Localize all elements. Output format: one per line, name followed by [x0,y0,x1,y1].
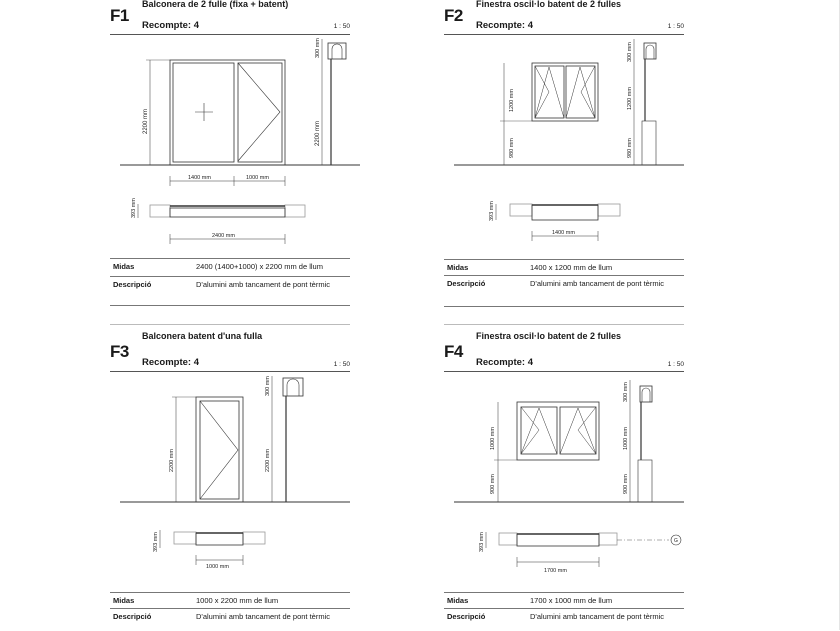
card-scale: 1 : 50 [667,361,684,368]
midas-value: 1000 x 2200 mm de llum [196,596,279,605]
card-count: Recompte: 4 [142,20,200,31]
plan-wall [510,204,532,216]
window-drawing [444,34,694,254]
midas-row [444,259,684,275]
midas-label: Midas [447,263,469,272]
height-label: 2200 mm [169,449,175,472]
card-id: F3 [110,342,129,361]
plan-window [196,533,243,545]
descripcio-row [110,276,350,307]
side-top-label: 300 mm [627,42,633,62]
card-scale: 1 : 50 [333,361,350,368]
plan-width-label: 1000 mm [206,564,229,570]
card-scale: 1 : 50 [333,23,350,30]
dim-width-1: 1400 mm [188,175,211,181]
window-drawing [110,34,360,254]
side-height-label: 2200 mm [315,120,321,146]
card-id: F2 [444,6,463,25]
side-height-label: 2200 mm [265,449,271,472]
plan-wall [499,533,517,545]
door-leaf [200,401,239,499]
descripcio-row [110,608,350,631]
opening-mark [238,63,280,161]
plan-depth-label: 393 mm [489,201,495,221]
side-sill-label: 980 mm [627,138,633,158]
midas-value: 1400 x 1200 mm de llum [530,263,613,272]
sill-label: 980 mm [509,138,515,158]
card-count: Recompte: 4 [142,357,200,368]
descripcio-label: Descripció [113,612,152,621]
plan-wall [150,205,170,217]
card-id: F1 [110,6,129,25]
card-scale: 1 : 50 [667,23,684,30]
door-leaf [238,63,282,162]
plan-window [517,534,599,546]
section-head [283,378,303,396]
plan-depth-label: 393 mm [479,532,485,552]
window-frame [196,397,243,502]
fixed-panel [173,63,234,162]
midas-value: 2400 (1400+1000) x 2200 mm de llum [196,262,323,271]
side-height-label: 1200 mm [627,87,633,110]
descripcio-value: D'alumini amb tancament de pont tèrmic [196,612,330,621]
plan-depth-label: 393 mm [153,532,159,552]
card-id: F4 [444,342,463,361]
midas-row [444,592,684,608]
midas-label: Midas [113,262,135,271]
height-label: 1200 mm [509,89,515,112]
plan-width-label: 1700 mm [544,568,567,574]
window-drawing [110,372,360,590]
plan-width-label: 2400 mm [212,233,235,239]
midas-row [110,592,350,608]
descripcio-label: Descripció [113,280,152,289]
window-frame [170,60,285,165]
side-top-label: 300 mm [265,376,271,396]
side-height-label: 1000 mm [623,427,629,450]
plan-width-label: 1400 mm [552,230,575,236]
side-sill-label: 900 mm [623,474,629,494]
separator-rule [110,324,350,325]
dim-width-2: 1000 mm [246,175,269,181]
plan-wall [174,532,196,544]
descripcio-row [444,275,684,308]
info-table [110,592,350,631]
plan-window [170,208,285,217]
card-title: Finestra oscil·lo batent de 2 fulles [476,331,622,341]
info-table [110,258,350,307]
card-count: Recompte: 4 [476,357,534,368]
window-frame [517,402,599,460]
info-table [444,259,684,308]
grid-marker-label: G [674,538,678,544]
descripcio-value: D'alumini amb tancament de pont tèrmic [530,612,664,621]
descripcio-value: D'alumini amb tancament de pont tèrmic [530,279,664,288]
descripcio-row [444,608,684,631]
card-title: Balconera de 2 fulle (fixa + batent) [142,0,289,9]
card-title: Balconera batent d'una fulla [142,331,263,341]
table-end-rule [444,306,684,307]
separator-rule [444,324,684,325]
side-top-label: 300 mm [623,382,629,402]
plan-depth-label: 393 mm [131,198,137,218]
descripcio-value: D'alumini amb tancament de pont tèrmic [196,280,330,289]
descripcio-label: Descripció [447,279,486,288]
midas-label: Midas [447,596,469,605]
midas-value: 1700 x 1000 mm de llum [530,596,613,605]
card-title: Finestra oscil·lo batent de 2 fulles [476,0,622,9]
card-count: Recompte: 4 [476,20,534,31]
section-head [328,43,346,59]
window-drawing [444,372,694,590]
height-label: 2200 mm [143,108,149,134]
table-end-rule [110,305,350,306]
side-top-label: 300 mm [315,38,321,58]
info-table [444,592,684,631]
plan-window [532,205,598,220]
sill-label: 900 mm [490,474,496,494]
midas-row [110,258,350,276]
midas-label: Midas [113,596,135,605]
opening-mark [200,401,238,499]
descripcio-label: Descripció [447,612,486,621]
height-label: 1000 mm [490,427,496,450]
